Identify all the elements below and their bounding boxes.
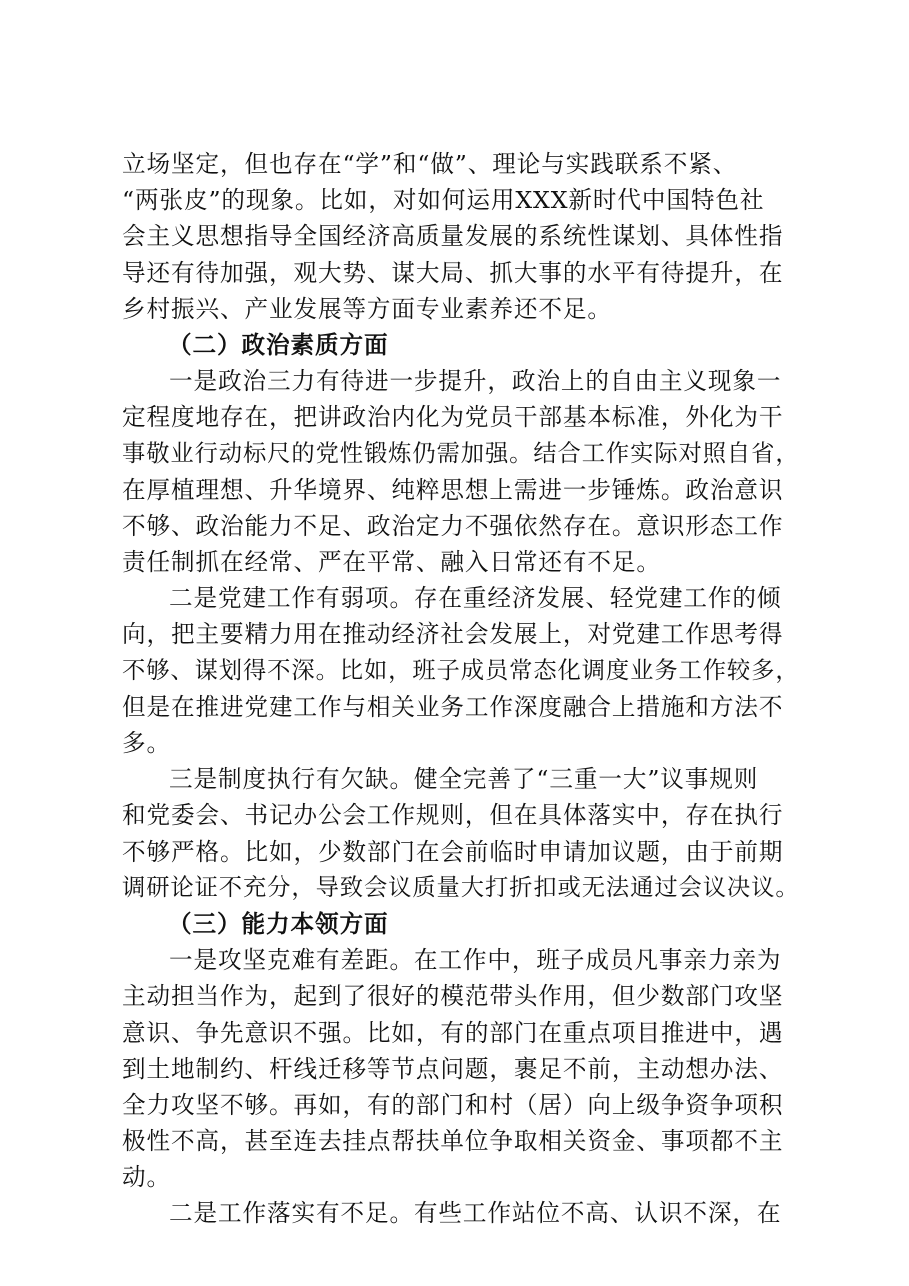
paragraph-line: 二是工作落实有不足。有些工作站位不高、认识不深，在	[169, 1199, 782, 1228]
paragraph-line: 多。	[122, 729, 171, 757]
paragraph-line: 全力攻坚不够。再如，有的部门和村（居）向上级争资争项积	[122, 1090, 784, 1119]
section-heading: （二）政治素质方面	[168, 330, 389, 359]
section-heading: （三）能力本领方面	[168, 909, 389, 938]
paragraph-line: 向，把主要精力用在推动经济社会发展上，对党建工作思考得	[122, 620, 784, 649]
paragraph-line: 主动担当作为，起到了很好的模范带头作用，但少数部门攻坚	[122, 982, 784, 1011]
paragraph-line: 在厚植理想、升华境界、纯粹思想上需进一步锤炼。政治意识	[122, 475, 784, 504]
paragraph-line: 不够、谋划得不深。比如，班子成员常态化调度业务工作较多，	[122, 656, 800, 684]
document-body	[122, 146, 802, 1232]
paragraph-line: 一是攻坚克难有差距。在工作中，班子成员凡事亲力亲为	[169, 946, 782, 975]
paragraph-line: 和党委会、书记办公会工作规则，但在具体落实中，存在执行	[122, 801, 784, 830]
paragraph-line: 责任制抓在经常、严在平常、融入日常还有不足。	[122, 548, 661, 577]
paragraph-line: 调研论证不充分，导致会议质量大打折扣或无法通过会议决议。	[122, 873, 800, 901]
paragraph-line: 定程度地存在，把讲政治内化为党员干部基本标准，外化为干	[122, 403, 784, 432]
paragraph-line: 事敬业行动标尺的党性锻炼仍需加强。结合工作实际对照自省，	[122, 439, 800, 467]
paragraph-line: 不够严格。比如，少数部门在会前临时申请加议题，由于前期	[122, 837, 784, 866]
paragraph-line: 三是制度执行有欠缺。健全完善了“三重一大”议事规则	[169, 765, 759, 794]
paragraph-line: 但是在推进党建工作与相关业务工作深度融合上措施和方法不	[122, 692, 784, 721]
paragraph-line: 不够、政治能力不足、政治定力不强依然存在。意识形态工作	[122, 511, 784, 540]
paragraph-line: 乡村振兴、产业发展等方面专业素养还不足。	[122, 294, 612, 323]
paragraph-line: 到土地制约、杆线迁移等节点问题，裹足不前，主动想办法、	[122, 1054, 784, 1083]
paragraph-line: 立场坚定，但也存在“学”和“做”、理论与实践联系不紧、	[122, 150, 738, 178]
paragraph-line: “两张皮”的现象。比如，对如何运用XXX新时代中国特色社	[122, 186, 765, 215]
paragraph-line: 动。	[122, 1163, 171, 1192]
paragraph-line: 一是政治三力有待进一步提升，政治上的自由主义现象一	[169, 367, 782, 396]
paragraph-line: 极性不高，甚至连去挂点帮扶单位争取相关资金、事项都不主	[122, 1127, 784, 1156]
paragraph-line: 二是党建工作有弱项。存在重经济发展、轻党建工作的倾	[169, 584, 782, 613]
paragraph-line: 导还有待加强，观大势、谋大局、抓大事的水平有待提升，在	[122, 258, 784, 287]
paragraph-line: 意识、争先意识不强。比如，有的部门在重点项目推进中，遇	[122, 1018, 784, 1047]
paragraph-line: 会主义思想指导全国经济高质量发展的系统性谋划、具体性指	[122, 222, 784, 251]
